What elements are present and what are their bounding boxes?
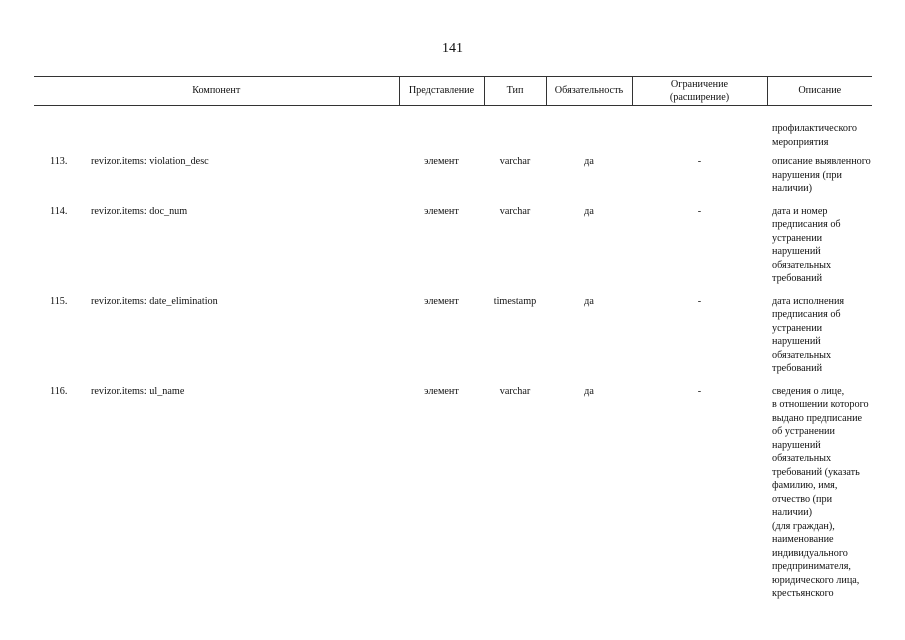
cell-limit: - xyxy=(697,205,702,217)
description-line: крестьянского xyxy=(772,588,834,599)
cell-representation: элемент xyxy=(424,205,459,217)
table-row xyxy=(34,295,872,385)
header-limit-line2: (расширение) xyxy=(669,92,730,103)
cell-description xyxy=(767,155,872,205)
cell-required: да xyxy=(584,385,594,397)
cell-num: 116. xyxy=(50,385,68,397)
description-line: дата и номер xyxy=(772,205,828,217)
description-line: нарушений xyxy=(772,439,821,451)
cell-type: varchar xyxy=(499,156,531,167)
cell-required: да xyxy=(584,156,594,167)
cell-description xyxy=(767,385,872,610)
cell-type xyxy=(484,106,546,156)
page-number: 141 xyxy=(442,41,463,56)
description-line: предпринимателя, xyxy=(772,561,851,572)
cell-representation: элемент xyxy=(424,295,459,307)
header-limit xyxy=(632,77,767,106)
description-line: об устранении xyxy=(772,426,835,437)
description-line: описание выявленного xyxy=(772,156,871,167)
spec-table xyxy=(34,76,872,610)
description-line: нарушения (при xyxy=(772,169,842,181)
header-description: Описание xyxy=(767,77,872,106)
cell-limit xyxy=(632,106,767,156)
header-limit-line1: Ограничение xyxy=(670,78,729,90)
header-representation: Представление xyxy=(399,77,484,106)
cell-component xyxy=(89,106,399,156)
cell-component: revizor.items: violation_desc xyxy=(91,156,209,167)
cell-num: 113. xyxy=(50,156,68,167)
description-line: выдано предписание xyxy=(772,412,863,424)
cell-required xyxy=(546,106,632,156)
description-line: профилактического xyxy=(772,123,857,134)
cell-num xyxy=(34,106,89,156)
header-required: Обязательность xyxy=(546,77,632,106)
description-line: фамилию, имя, xyxy=(772,480,838,491)
description-line: устранении нарушений xyxy=(772,322,823,347)
description-line: устранении нарушений xyxy=(772,232,823,257)
description-line: требований (указать xyxy=(772,466,860,478)
table-row xyxy=(34,385,872,610)
cell-num: 114. xyxy=(50,205,68,217)
cell-num: 115. xyxy=(50,295,68,307)
cell-description xyxy=(767,295,872,385)
cell-type: varchar xyxy=(499,205,531,217)
cell-type: varchar xyxy=(499,385,531,397)
table-row xyxy=(34,205,872,295)
description-line: отчество (при наличии) xyxy=(772,493,833,518)
description-line: мероприятия xyxy=(772,136,829,148)
description-line: (для граждан), xyxy=(772,520,835,532)
cell-required: да xyxy=(584,295,594,307)
description-line: дата исполнения xyxy=(772,295,845,307)
cell-component: revizor.items: doc_num xyxy=(91,205,188,217)
table-row-continuation xyxy=(34,106,872,156)
description-line: наличии) xyxy=(772,183,813,194)
header-component: Компонент xyxy=(34,77,399,106)
description-line: в отношении которого xyxy=(772,399,869,410)
description-line: требований xyxy=(772,363,823,374)
table-body xyxy=(34,106,872,610)
description-line: обязательных xyxy=(772,349,832,361)
cell-limit: - xyxy=(697,385,702,397)
cell-description xyxy=(767,205,872,295)
cell-component: revizor.items: ul_name xyxy=(91,385,185,397)
description-line: сведения о лице, xyxy=(772,385,845,397)
table-header xyxy=(34,77,872,106)
description-line: юридического лица, xyxy=(772,574,860,586)
cell-description xyxy=(767,106,872,156)
table-row xyxy=(34,155,872,205)
description-line: обязательных xyxy=(772,453,832,464)
description-line: наименование xyxy=(772,534,834,545)
description-line: обязательных xyxy=(772,259,832,271)
cell-limit: - xyxy=(697,295,702,307)
cell-representation: элемент xyxy=(424,385,459,397)
description-line: индивидуального xyxy=(772,547,848,559)
description-line: предписания об xyxy=(772,219,841,230)
header-type: Тип xyxy=(484,77,546,106)
cell-required: да xyxy=(584,205,594,217)
cell-component: revizor.items: date_elimination xyxy=(91,295,218,307)
cell-representation xyxy=(399,106,484,156)
description-line: предписания об xyxy=(772,309,841,320)
description-line: требований xyxy=(772,273,823,284)
cell-limit: - xyxy=(697,156,702,167)
cell-type: timestamp xyxy=(493,295,537,307)
cell-representation: элемент xyxy=(424,156,459,167)
